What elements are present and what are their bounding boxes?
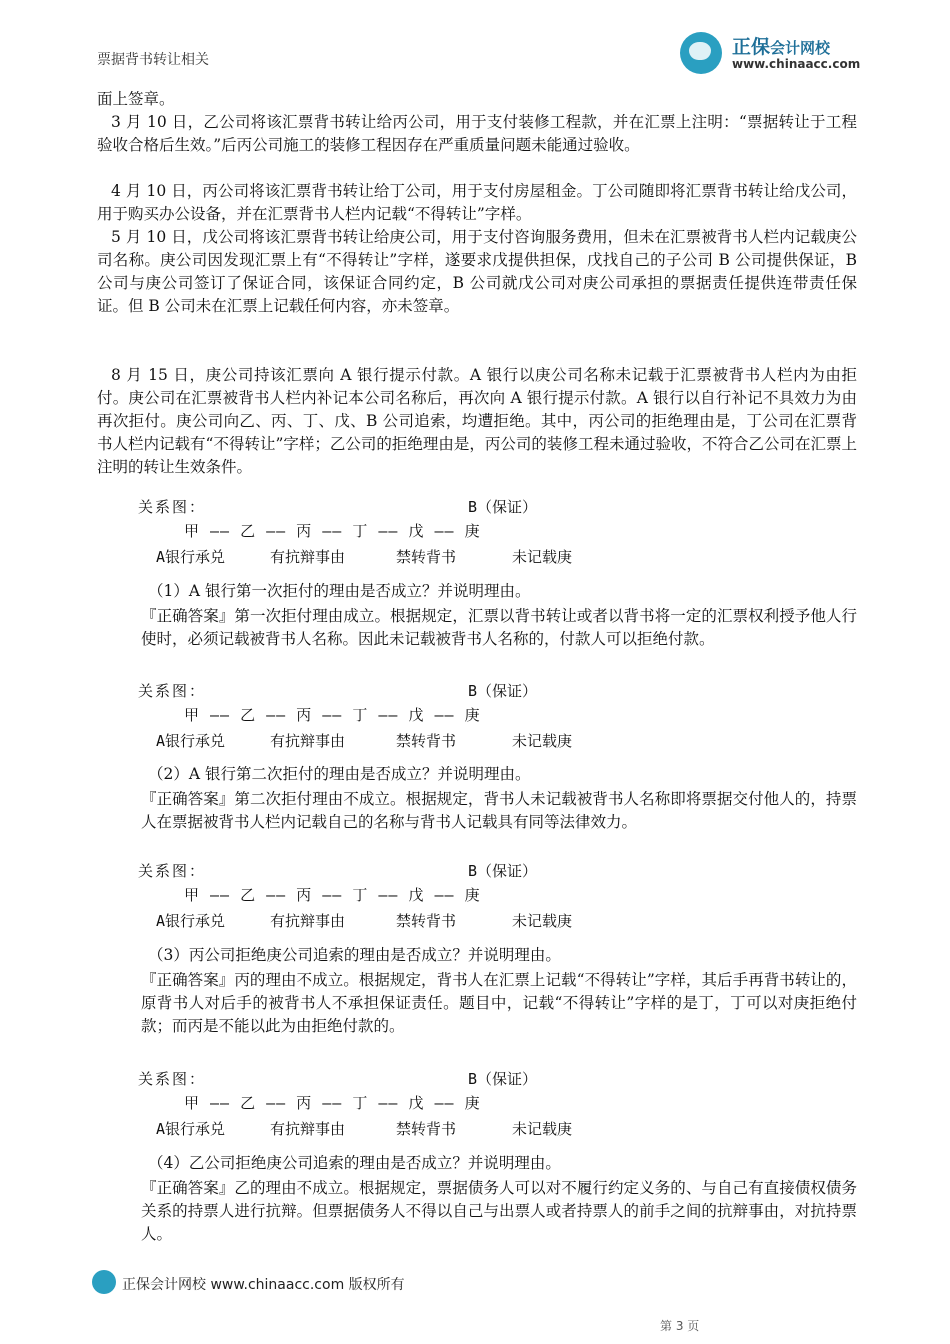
relationship-diagram-1 — [138, 496, 598, 570]
answer-3-text: 『正确答案』丙的理由不成立。根据规定，背书人在汇票上记载“不得转让”字样，其后手再背书转让的，原背书人对后手的被背书人不承担保证责任。题目中，记载“不得转让”字样的是丁，丁可以对庚拒绝付款；而丙是不能以此为由拒绝付款的。 — [141, 971, 857, 1035]
diagram-label: 关系图： — [138, 1070, 207, 1088]
diagram-chain: 甲 —— 乙 —— 丙 —— 丁 —— 戊 —— 庚 — [184, 706, 481, 724]
diagram-label: 关系图： — [138, 498, 207, 516]
diagram-guarantee: B（保证） — [468, 1070, 538, 1088]
brand-logo[interactable] — [680, 30, 880, 76]
answer-1-text: 『正确答案』第一次拒付理由成立。根据规定，汇票以背书转让或者以背书将一定的汇票权利授予他人行使时，必须记载被背书人名称。因此未记载被背书人名称的，付款人可以拒绝付款。 — [141, 607, 857, 648]
footer-copyright: 正保会计网校 www.chinaacc.com 版权所有 — [122, 1277, 405, 1293]
brand-url: www.chinaacc.com — [732, 57, 861, 71]
answer-3 — [97, 969, 857, 1038]
paragraph-1: 3 月 10 日，乙公司将该汇票背书转让给丙公司，用于支付装修工程款，并在汇票上注明：“票据转让于工程验收合格后生效。”后丙公司施工的装修工程因存在严重质量问题未能通过验收。 — [97, 113, 857, 154]
diagram-chain: 甲 —— 乙 —— 丙 —— 丁 —— 戊 —— 庚 — [184, 886, 481, 904]
answer-2 — [97, 788, 857, 834]
brand-name — [732, 32, 830, 59]
answer-4 — [97, 1177, 857, 1243]
diagram-guarantee: B（保证） — [468, 682, 538, 700]
paragraph-2: 4 月 10 日，丙公司将该汇票背书转让给丁公司，用于支付房屋租金。丁公司随即将汇票背书转让给戊公司，用于购买办公设备，并在汇票背书人栏内记载“不得转让”字样。 — [97, 182, 857, 223]
brand-name-main: 正保 — [732, 36, 771, 58]
diagram-guarantee: B（保证） — [468, 498, 538, 516]
page-footer — [92, 1270, 692, 1296]
relationship-diagram-2 — [138, 680, 598, 754]
footer-logo-icon — [92, 1270, 116, 1294]
answer-2-text: 『正确答案』第二次拒付理由不成立。根据规定，背书人未记载被背书人名称即将票据交付他人的，持票人在票据被背书人栏内记载自己的名称与背书人记载具有同等法律效力。 — [141, 790, 857, 831]
relationship-diagram-4 — [138, 1068, 598, 1142]
diagram-label: 关系图： — [138, 682, 207, 700]
header-crop-text: 票据背书转让相关 — [97, 52, 209, 68]
diagram-note-2: 有抗辩事由 — [270, 732, 346, 750]
diagram-note-3: 禁转背书 — [396, 912, 457, 930]
logo-icon — [680, 32, 722, 74]
relationship-diagram-3 — [138, 860, 598, 934]
answer-1 — [97, 605, 857, 665]
diagram-label: 关系图： — [138, 862, 207, 880]
paragraph-0: 面上签章。 — [97, 90, 175, 108]
diagram-note-2: 有抗辩事由 — [270, 548, 346, 566]
paragraph-3: 5 月 10 日，戊公司将该汇票背书转让给庚公司，用于支付咨询服务费用，但未在汇票被背书人栏内记载庚公司名称。庚公司因发现汇票上有“不得转让”字样，遂要求戊提供担保，戊找自己的子公司 B 公司提供保证，B 公司与庚公司签订了保证合同，该保证合同约定，B 公司就戊公司对庚公司承担的票据责任提供连带责任保证。但 B 公司未在汇票上记载任何内容，亦未签章。 — [97, 228, 857, 315]
diagram-note-4: 未记载庚 — [512, 912, 573, 930]
question-1: （1）A 银行第一次拒付的理由是否成立？并说明理由。 — [148, 582, 531, 600]
diagram-chain: 甲 —— 乙 —— 丙 —— 丁 —— 戊 —— 庚 — [184, 522, 481, 540]
diagram-note-4: 未记载庚 — [512, 548, 573, 566]
diagram-note-4: 未记载庚 — [512, 732, 573, 750]
diagram-note-2: 有抗辩事由 — [270, 912, 346, 930]
diagram-note-1: A银行承兑 — [156, 1120, 226, 1138]
diagram-note-3: 禁转背书 — [396, 732, 457, 750]
diagram-note-1: A银行承兑 — [156, 912, 226, 930]
question-4: （4）乙公司拒绝庚公司追索的理由是否成立？并说明理由。 — [148, 1154, 561, 1172]
diagram-note-3: 禁转背书 — [396, 1120, 457, 1138]
question-2: （2）A 银行第二次拒付的理由是否成立？并说明理由。 — [148, 765, 531, 783]
answer-4-text: 『正确答案』乙的理由不成立。根据规定，票据债务人可以对不履行约定义务的、与自己有直接债权债务关系的持票人进行抗辩。但票据债务人不得以自己与出票人或者持票人的前手之间的抗辩事由，对抗持票人。 — [141, 1179, 857, 1243]
diagram-note-3: 禁转背书 — [396, 548, 457, 566]
question-3: （3）丙公司拒绝庚公司追索的理由是否成立？并说明理由。 — [148, 946, 561, 964]
diagram-note-4: 未记载庚 — [512, 1120, 573, 1138]
diagram-note-2: 有抗辩事由 — [270, 1120, 346, 1138]
page-number: 第 3 页 — [660, 1319, 700, 1333]
diagram-guarantee: B（保证） — [468, 862, 538, 880]
diagram-note-1: A银行承兑 — [156, 548, 226, 566]
diagram-chain: 甲 —— 乙 —— 丙 —— 丁 —— 戊 —— 庚 — [184, 1094, 481, 1112]
diagram-note-1: A银行承兑 — [156, 732, 226, 750]
brand-name-suffix: 会计网校 — [770, 39, 831, 57]
paragraph-4: 8 月 15 日，庚公司持该汇票向 A 银行提示付款。A 银行以庚公司名称未记载于汇票被背书人栏内为由拒付。庚公司在汇票被背书人栏内补记本公司名称后，再次向 A 银行提示付款。A 银行以自行补记不具效力为由再次拒付。庚公司向乙、丙、丁、戊、B 公司追索，均遭拒绝。其中，丙公司的拒绝理由是，丁公司在汇票背书人栏内记载有“不得转让”字样；乙公司的拒绝理由是，丙公司的装修工程未通过验收，不符合乙公司在汇票上注明的转让生效条件。 — [97, 366, 857, 476]
